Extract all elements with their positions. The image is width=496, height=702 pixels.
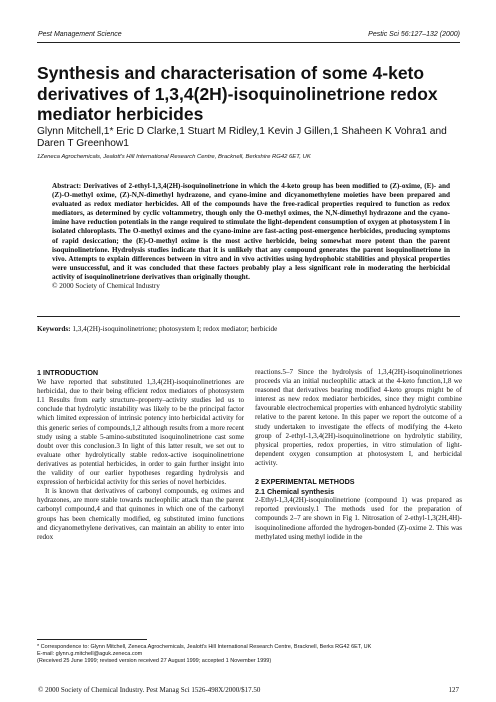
abstract-rule [37, 316, 460, 317]
abstract-label: Abstract: [52, 182, 82, 190]
bottom-copyright: © 2000 Society of Chemical Industry. Pest Manag Sci 1526-498X/2000/$17.50 [38, 686, 261, 694]
footnote-email: E-mail: glynn.g.mitchell@aguk.zeneca.com [37, 651, 143, 658]
page-number: 127 [448, 686, 459, 694]
affiliation: 1Zeneca Agrochemicals, Jealott's Hill International Research Centre, Bracknell, Berkshire RG42 6ET, UK [37, 154, 311, 160]
methods-heading: 2 EXPERIMENTAL METHODS [255, 477, 355, 487]
footnote-dates: (Received 25 June 1999; revised version received 27 August 1999; accepted 1 November 1999) [37, 658, 272, 665]
footnote-correspondence: * Correspondence to: Glynn Mitchell, Zeneca Agrochemicals, Jealott's Hill International Research Centre, Bracknell, Berks RG42 6ET, UK [37, 644, 372, 650]
abstract [52, 182, 450, 291]
journal-name: Pest Management Science [38, 31, 122, 38]
right-column [255, 368, 462, 542]
author-list: Glynn Mitchell,1* Eric D Clarke,1 Stuart M Ridley,1 Kevin J Gillen,1 Shaheen K Vohra1 and Daren T Greenhow1 [37, 126, 447, 149]
keywords-label: Keywords: [37, 325, 71, 333]
keywords-text: 1,3,4(2H)-isoquinolinetrione; photosystem I; redox mediator; herbicide [72, 325, 278, 333]
journal-citation: Pestic Sci 56:127–132 (2000) [368, 31, 460, 38]
keywords [37, 325, 462, 333]
intro-paragraph-3: reactions.5–7 Since the hydrolysis of 1,3,4(2H)-isoquinolinetriones proceeds via an initial nucleophilic attack at the 4-keto function,1,8 we reasoned that derivatives bearing modified 4-keto groups might be of interest as new redox mediator herbicides, since they might combine favourable electrochemical properties with enhanced hydrolytic stability relative to the parent ketone. In this paper we report the outcome of a study undertaken to investigate the effects of modifying the 4-keto group of 2-ethyl-1,3,4(2H)-isoquinolinetrione on hydrolytic stability, physical properties, redox properties, in vitro stimulation of light-dependent oxygen consumption at photosystem I, and herbicidal activity. [255, 368, 462, 467]
abstract-copyright: © 2000 Society of Chemical Industry [52, 282, 160, 291]
left-column [37, 368, 244, 542]
intro-paragraph-1: We have reported that substituted 1,3,4(2H)-isoquinolinetriones are herbicidal, due to their being efficient redox mediators of photosystem I.1 Results from early structure–property–activity studies led us to conclude that hydrolytic instability was likely to be the principal factor which limited expression of intrinsic potency into herbicidal activity for this generic series of compounds,1,2 although results from a more recent study using a stable 5-amino-substituted isoquinolinetrione cast some doubt over this conclusion.3 In light of this latter result, we set out to evaluate other hydrolytically stable redox-active isoquinolinetrione derivatives as potential herbicides, in order to gain further insight into the validity of our earlier hypotheses regarding hydrolysis and expression of herbicidal activity for this series of novel herbicides. [37, 378, 244, 487]
footnote-rule [37, 639, 147, 640]
methods-subheading: 2.1 Chemical synthesis [255, 487, 335, 497]
intro-paragraph-2: It is known that derivatives of carbonyl compounds, eg oximes and hydrazones, are more stable towards nucleophilic attack than the parent carbonyl compound,4 and that quinones in which one of the carbonyl groups has been chemically modified, eg substituted imino functions and dicyanomethylene derivatives, can maintain an ability to enter into redox [37, 487, 244, 541]
article-title: Synthesis and characterisation of some 4-keto derivatives of 1,3,4(2H)-isoquinolinetrione redox mediator herbicides [37, 63, 438, 124]
header-rule [37, 42, 460, 43]
abstract-text: Derivatives of 2-ethyl-1,3,4(2H)-isoquinolinetrione in which the 4-keto group has been modified to (Z)-oxime, (E)- and (Z)-O-methyl oxime, (Z)-N,N-dimethyl hydrazone, and cyano-imine and dicyanomethylene moieties have been prepared and evaluated as redox mediator herbicides. All of the compounds have the free-radical properties required to function as redox mediators, as determined by cyclic voltammetry, though only the O-methyl oximes, the N,N-dimethyl hydrazone and the cyano-imine have reduction potentials in the range required to stimulate the light-dependent consumption of oxygen at photosystem I in isolated chloroplasts. The O-methyl oximes and the cyano-imine are fast-acting post-emergence herbicides, producing symptoms of rapid desiccation; the (E)-O-methyl oxime is the most active herbicide, being somewhat more potent than the parent isoquinolinetrione. Hydrolysis studies indicate that it is unlikely that any compound generates the parent isoquinolinetrione in vivo. Attempts to explain differences between in vitro and in vivo activities using hydrophobic stabilities and physical properties were unsuccessful, and it was concluded that these factors probably play a less significant role in moderating the herbicidal activity of isoquinolinetrione derivatives than originally thought. [52, 182, 450, 281]
methods-paragraph-1: 2-Ethyl-1,3,4(2H)-isoquinolinetrione (compound 1) was prepared as reported previously.1 The methods used for the preparation of compounds 2–7 are shown in Fig 1. Nitrosation of 2-ethyl-1,3(2H,4H)-isoquinolinedione afforded the hydrogen-bonded (Z)-oxime 2. This was methylated using methyl iodide in the [255, 496, 462, 541]
footnote [37, 644, 462, 666]
intro-heading: 1 INTRODUCTION [37, 368, 99, 377]
